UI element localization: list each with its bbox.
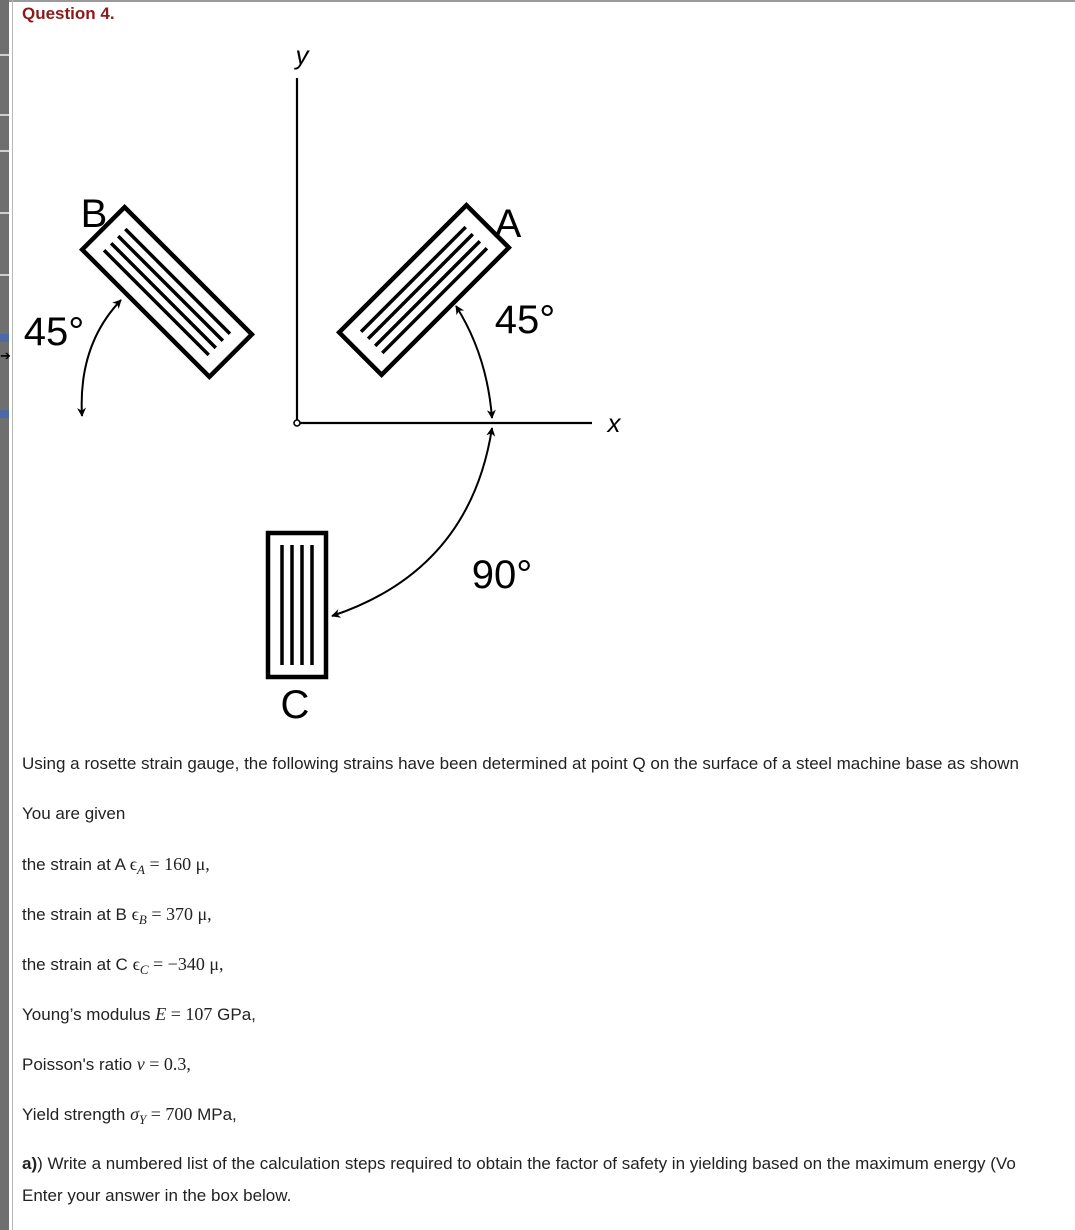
gauge-a xyxy=(339,205,509,375)
yield-math: $\sigma_Y = 700$ xyxy=(130,1104,193,1127)
strain-a-line xyxy=(22,853,210,881)
gauge-a-label: A xyxy=(494,202,522,246)
youngs-prefix: Young’s modulus xyxy=(22,1005,151,1024)
yield-unit: MPa, xyxy=(192,1105,237,1124)
youngs-unit: GPa, xyxy=(212,1005,256,1024)
poisson-math: ν = 0.3, xyxy=(136,1054,191,1074)
youngs-modulus-line xyxy=(22,1003,256,1026)
origin-point xyxy=(294,420,300,426)
poisson-prefix: Poisson's ratio xyxy=(22,1055,133,1074)
strain-c-math: $\epsilon_C = -340$ μ, xyxy=(132,954,224,977)
gauge-c-label: C xyxy=(280,683,310,727)
part-a-prompt xyxy=(22,1153,1016,1175)
gauge-c xyxy=(268,533,326,677)
yield-strength-line xyxy=(22,1103,237,1131)
question-title: Question 4. xyxy=(22,4,115,23)
strain-b-prefix: the strain at B xyxy=(22,905,127,924)
strain-b-math: $\epsilon_B = 370$ μ, xyxy=(131,904,212,927)
youngs-math: E = 107 xyxy=(155,1004,213,1024)
answer-instruction: Enter your answer in the box below. xyxy=(22,1186,292,1205)
strain-b-line xyxy=(22,903,212,931)
strain-a-math: $\epsilon_A = 160$ μ, xyxy=(129,854,210,877)
part-a-text: ) Write a numbered list of the calculation steps required to obtain the factor of safety in yielding based on the maximum energy (Vo xyxy=(37,1154,1016,1173)
part-a-label: a) xyxy=(22,1154,38,1173)
gauge-b-label: B xyxy=(80,192,108,236)
given-heading: You are given xyxy=(22,804,126,823)
angle-b-label: 45° xyxy=(23,310,85,354)
angle-arc-c xyxy=(332,428,492,616)
angle-a-label: 45° xyxy=(494,298,556,342)
y-axis-label: y xyxy=(295,40,309,70)
angle-arc-b xyxy=(82,300,121,416)
gutter-arrow-icon[interactable]: ➔ xyxy=(0,348,11,363)
strain-a-prefix: the strain at A xyxy=(22,855,126,874)
angle-arc-a xyxy=(456,306,492,418)
yield-prefix: Yield strength xyxy=(22,1105,126,1124)
x-axis-label: x xyxy=(607,408,621,438)
intro-text: Using a rosette strain gauge, the following strains have been determined at point Q on the surface of a steel machine base as shown xyxy=(22,754,1019,773)
angle-c-label: 90° xyxy=(471,553,533,597)
strain-c-line xyxy=(22,953,223,981)
strain-c-prefix: the strain at C xyxy=(22,955,128,974)
gauge-b xyxy=(82,207,252,377)
poisson-ratio-line xyxy=(22,1053,191,1076)
